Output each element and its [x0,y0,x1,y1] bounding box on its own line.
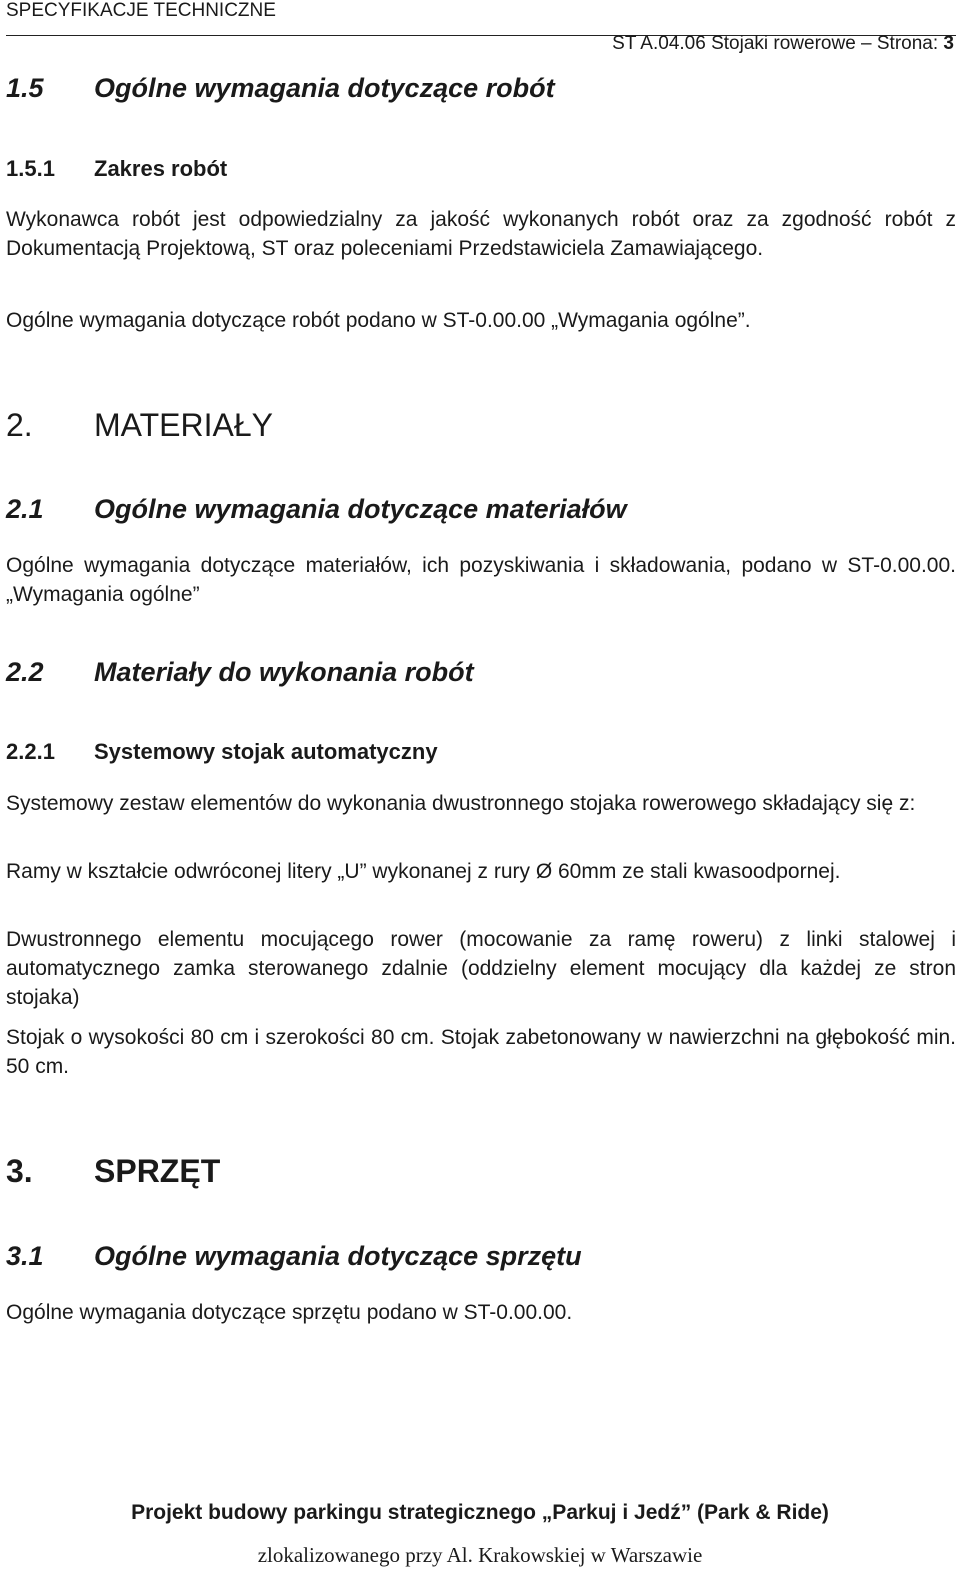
paragraph-scope: Wykonawca robót jest odpowiedzialny za jakość wykonanych robót oraz za zgodność robót z Dokumentacją Projektową, ST oraz poleceniami Przedstawiciela Zamawiającego. [6,208,956,260]
heading-2-2 [6,656,474,688]
heading-number: 3. [6,1153,33,1189]
document-header-title: SPECYFIKACJE TECHNICZNE [6,0,276,21]
paragraph-frame: Ramy w kształcie odwróconej litery „U” wykonanej z rury Ø 60mm ze stali kwasoodpornej. [6,860,841,883]
heading-title: SPRZĘT [94,1153,221,1189]
heading-title: Systemowy stojak automatyczny [94,739,438,764]
paragraph-general-requirements: Ogólne wymagania dotyczące robót podano w ST-0.00.00 „Wymagania ogólne”. [6,309,751,332]
heading-2-1 [6,493,627,525]
heading-number: 3.1 [6,1241,44,1271]
footer-project-location: zlokalizowanego przy Al. Krakowskiej w Warszawie [257,1543,703,1567]
footer-project-title: Projekt budowy parkingu strategicznego „Parkuj i Jedź” (Park & Ride) [131,1501,829,1524]
header-spec-label: ST A.04.06 Stojaki rowerowe – Strona: [612,33,944,54]
paragraph-locking-element: Dwustronnego elementu mocującego rower (mocowanie za ramę roweru) z linki stalowej i automatycznego zamka sterowanego zdalnie (oddzielny element mocujący dla każdej ze stron stojaka) [6,928,956,1009]
paragraph-equipment-general: Ogólne wymagania dotyczące sprzętu podano w ST-0.00.00. [6,1301,573,1324]
heading-1-5 [6,72,555,104]
paragraph-dimensions: Stojak o wysokości 80 cm i szerokości 80 cm. Stojak zabetonowany w nawierzchni na głębokość min. 50 cm. [6,1026,956,1078]
header-page-number: 3 [943,33,954,54]
heading-title: Ogólne wymagania dotyczące sprzętu [94,1241,582,1271]
heading-3-equipment [6,1153,220,1189]
heading-title: Ogólne wymagania dotyczące materiałów [94,494,627,524]
document-header-page-info [612,33,954,55]
heading-3-1 [6,1240,582,1272]
heading-title: Materiały do wykonania robót [94,657,474,687]
heading-number: 2.2 [6,657,44,687]
heading-number: 2.1 [6,494,44,524]
heading-2-materials [6,407,273,443]
heading-number: 1.5.1 [6,156,55,181]
heading-1-5-1 [6,156,227,182]
heading-2-2-1 [6,739,438,765]
heading-number: 2. [6,407,33,443]
heading-title: Ogólne wymagania dotyczące robót [94,73,555,103]
heading-number: 1.5 [6,73,44,103]
paragraph-system-set: Systemowy zestaw elementów do wykonania dwustronnego stojaka rowerowego składający się z: [6,792,916,815]
heading-number: 2.2.1 [6,739,55,764]
heading-title: Zakres robót [94,156,228,181]
paragraph-materials-general: Ogólne wymagania dotyczące materiałów, ich pozyskiwania i składowania, podano w ST-0.00.00. „Wymagania ogólne” [6,554,956,606]
heading-title: MATERIAŁY [94,407,273,443]
